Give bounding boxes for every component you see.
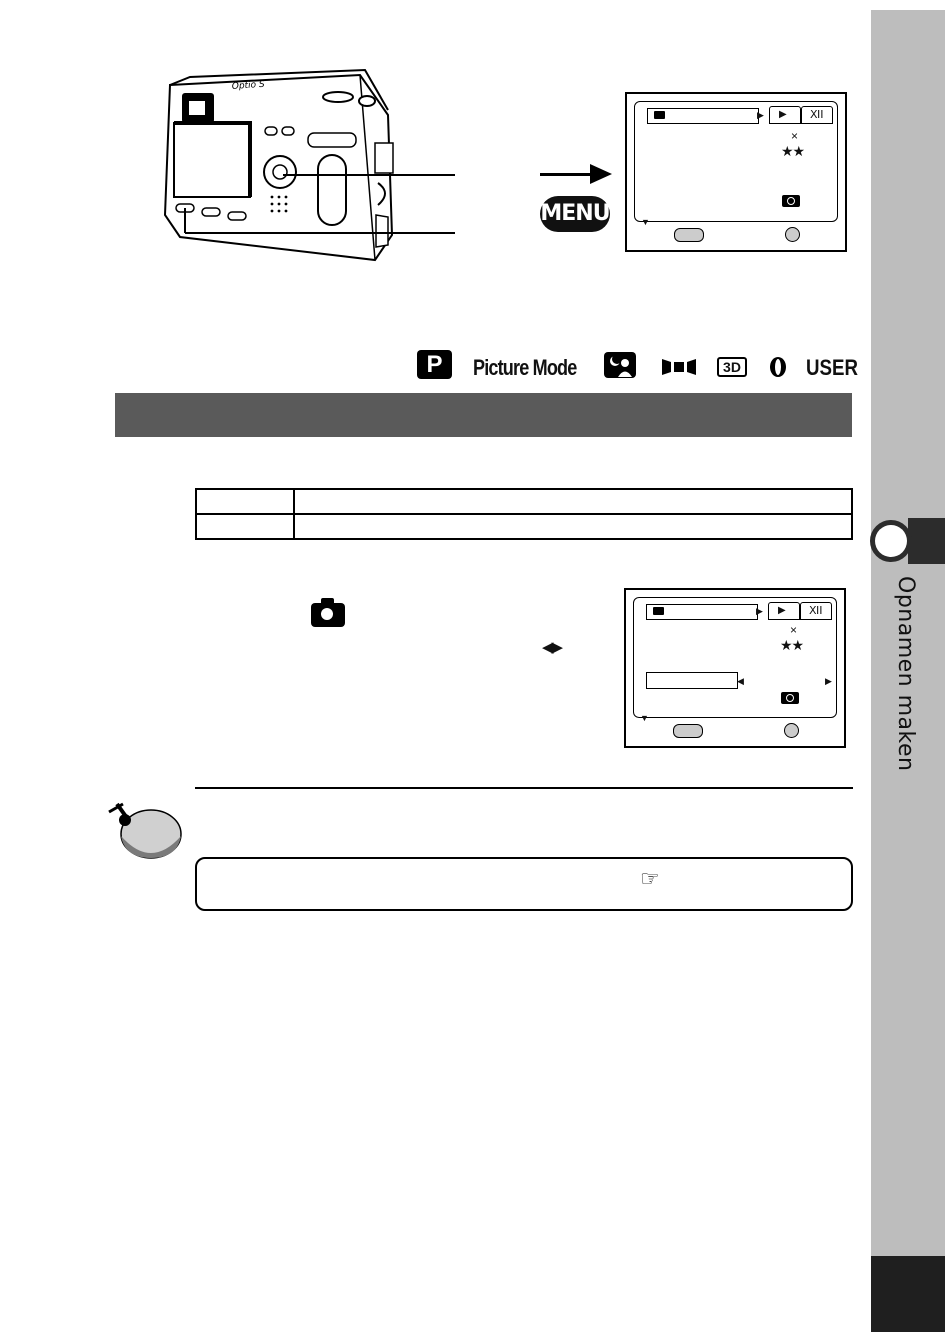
svg-text:Optio S: Optio S bbox=[231, 79, 266, 92]
user-mode-label: USER bbox=[806, 355, 858, 380]
quality-stars: ★★ bbox=[781, 143, 805, 159]
camera-icon bbox=[653, 607, 664, 615]
lcd-menu-screen-2 bbox=[624, 588, 846, 748]
rec-menu-tab bbox=[646, 604, 758, 620]
3d-mode-icon: 3D bbox=[717, 357, 747, 377]
table-row bbox=[196, 514, 852, 539]
ok-key-icon bbox=[785, 227, 800, 242]
tab-right-arrow-icon: ▶ bbox=[756, 606, 763, 616]
scroll-down-icon: ▼ bbox=[640, 713, 649, 723]
arrow-shaft bbox=[540, 173, 595, 176]
rec-menu-tab bbox=[647, 108, 759, 124]
setup-tab bbox=[800, 602, 832, 620]
selected-item-box bbox=[646, 672, 738, 689]
lcd-menu-screen-1 bbox=[625, 92, 847, 252]
arrow-right-icon bbox=[590, 164, 612, 184]
picture-mode-label: Picture Mode bbox=[473, 355, 577, 380]
times-glyph: × bbox=[790, 623, 798, 637]
wrench-icon: ⅪⅠ bbox=[810, 109, 824, 121]
section-header-bar bbox=[115, 393, 852, 437]
wrench-icon: ⅪⅠ bbox=[809, 605, 823, 617]
night-scene-icon bbox=[604, 352, 636, 378]
table-row bbox=[196, 489, 852, 514]
page-number-tab bbox=[871, 1256, 945, 1332]
memo-divider bbox=[195, 787, 853, 789]
selector-right-arrow-icon: ▶ bbox=[825, 676, 832, 686]
play-icon: ▶ bbox=[778, 605, 786, 616]
scroll-down-icon: ▼ bbox=[641, 217, 650, 227]
menu-key-icon bbox=[674, 228, 704, 242]
settings-table bbox=[195, 488, 853, 540]
table-cell bbox=[294, 489, 852, 514]
callout-line-menu bbox=[395, 232, 455, 234]
play-icon: ▶ bbox=[779, 109, 787, 120]
table-cell bbox=[196, 489, 294, 514]
camera-illustration bbox=[160, 65, 400, 270]
ok-key-icon bbox=[784, 723, 799, 738]
effect-icon bbox=[781, 692, 799, 704]
selector-left-arrow-icon: ◀ bbox=[737, 676, 744, 686]
setup-tab bbox=[801, 106, 833, 124]
digital-filter-icon bbox=[768, 356, 788, 378]
reference-hand-icon: ☞ bbox=[640, 866, 660, 891]
camera-icon bbox=[311, 603, 345, 627]
left-right-arrow-icon: ◀▶ bbox=[542, 639, 562, 656]
reference-box bbox=[195, 857, 853, 911]
camera-icon bbox=[654, 111, 665, 119]
menu-key-icon bbox=[673, 724, 703, 738]
tab-right-arrow-icon: ▶ bbox=[757, 110, 764, 120]
playback-tab bbox=[768, 602, 800, 620]
effect-icon bbox=[782, 195, 800, 207]
table-cell bbox=[196, 514, 294, 539]
chapter-number-circle bbox=[870, 520, 912, 562]
menu-button-icon: MENU bbox=[540, 196, 610, 232]
playback-tab bbox=[769, 106, 801, 124]
quality-stars: ★★ bbox=[780, 637, 804, 653]
program-mode-icon: P bbox=[417, 350, 452, 379]
memo-pin-icon bbox=[105, 800, 185, 862]
chapter-marker-bulge bbox=[908, 518, 945, 564]
callout-line-dial bbox=[395, 174, 455, 176]
table-cell bbox=[294, 514, 852, 539]
chapter-label: Opnamen maken bbox=[893, 576, 918, 772]
times-glyph: × bbox=[791, 129, 799, 143]
panorama-icon bbox=[661, 358, 697, 376]
